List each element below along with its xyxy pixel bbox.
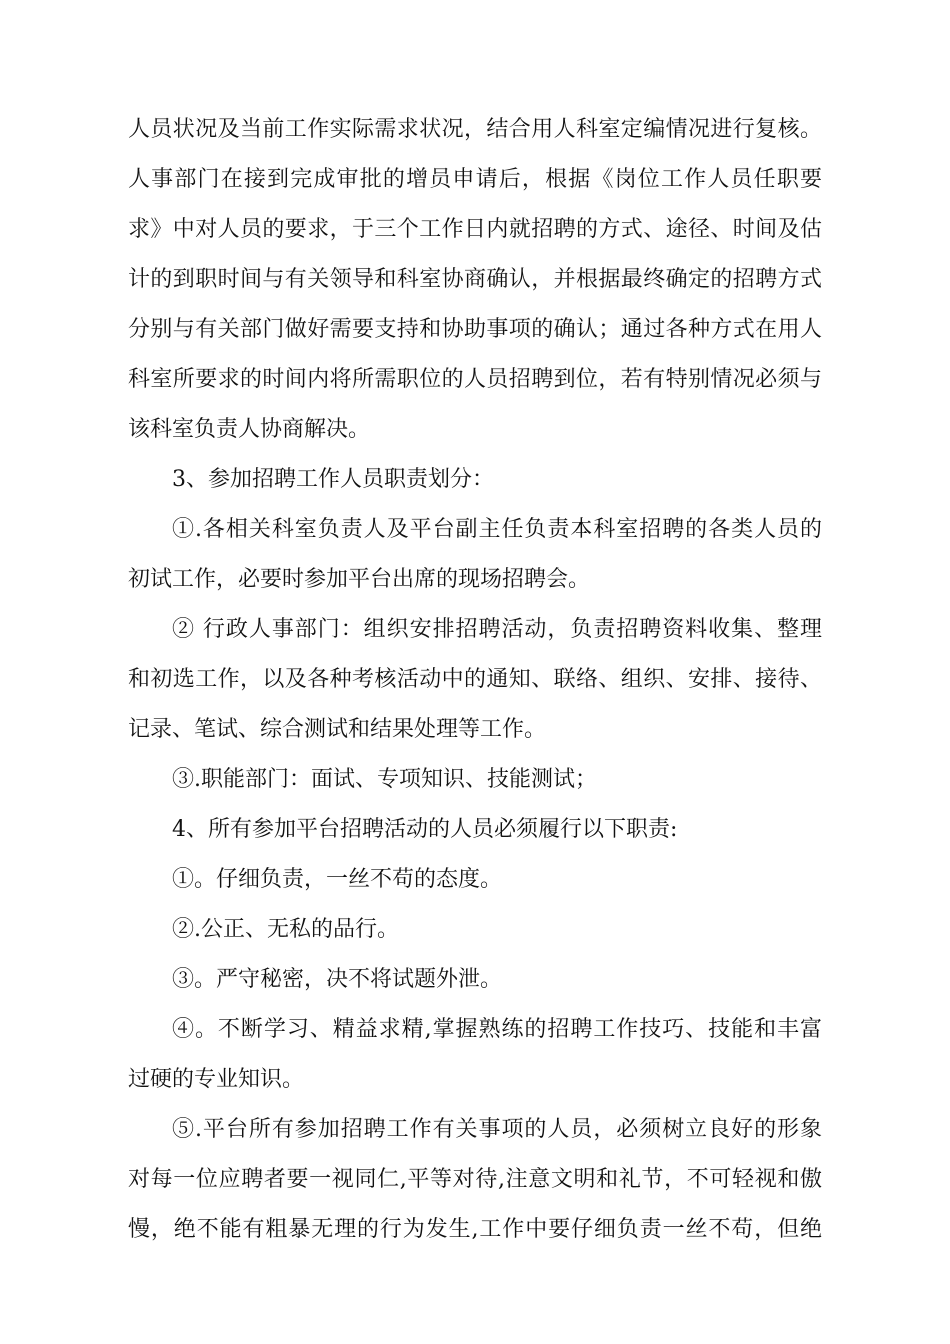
text-line: 记录、笔试、综合测试和结果处理等工作。: [128, 717, 547, 742]
list-item: ②.公正、无私的品行。: [172, 917, 399, 942]
text-line: 慢，绝不能有粗暴无理的行为发生,工作中要仔细负责一丝不苟，但绝: [128, 1217, 822, 1242]
section-heading: 3、参加招聘工作人员职责划分：: [172, 467, 494, 492]
text-line: 计的到职时间与有关领导和科室协商确认，并根据最终确定的招聘方式: [128, 267, 822, 292]
text-line: 科室所要求的时间内将所需职位的人员招聘到位，若有特别情况必须与: [128, 367, 822, 392]
section-heading: 4、所有参加平台招聘活动的人员必须履行以下职责:: [172, 817, 678, 842]
text-line: 分别与有关部门做好需要支持和协助事项的确认；通过各种方式在用人: [128, 317, 822, 342]
text-line: 人事部门在接到完成审批的增员申请后，根据《岗位工作人员任职要: [128, 167, 822, 192]
list-item: ④。不断学习、精益求精,掌握熟练的招聘工作技巧、技能和丰富: [172, 1017, 822, 1042]
list-item: ①.各相关科室负责人及平台副主任负责本科室招聘的各类人员的: [172, 517, 822, 542]
text-line: 过硬的专业知识。: [128, 1067, 305, 1092]
list-item: ③。严守秘密，决不将试题外泄。: [172, 967, 503, 992]
text-line: 初试工作，必要时参加平台出席的现场招聘会。: [128, 567, 591, 592]
text-line: 人员状况及当前工作实际需求状况，结合用人科室定编情况进行复核。: [128, 117, 822, 142]
list-item: ①。仔细负责，一丝不苟的态度。: [172, 867, 503, 892]
text-line: 和初选工作，以及各种考核活动中的通知、联络、组织、安排、接待、: [128, 667, 822, 692]
text-line: 求》中对人员的要求，于三个工作日内就招聘的方式、途径、时间及估: [128, 217, 822, 242]
text-line: 对每一位应聘者要一视同仁,平等对待,注意文明和礼节，不可轻视和傲: [128, 1167, 822, 1192]
list-item: ⑤.平台所有参加招聘工作有关事项的人员，必须树立良好的形象: [172, 1117, 822, 1142]
text-line: 该科室负责人协商解决。: [128, 417, 371, 442]
list-item: ③.职能部门：面试、专项知识、技能测试；: [172, 767, 597, 792]
list-item: ② 行政人事部门：组织安排招聘活动，负责招聘资料收集、整理: [172, 617, 822, 642]
